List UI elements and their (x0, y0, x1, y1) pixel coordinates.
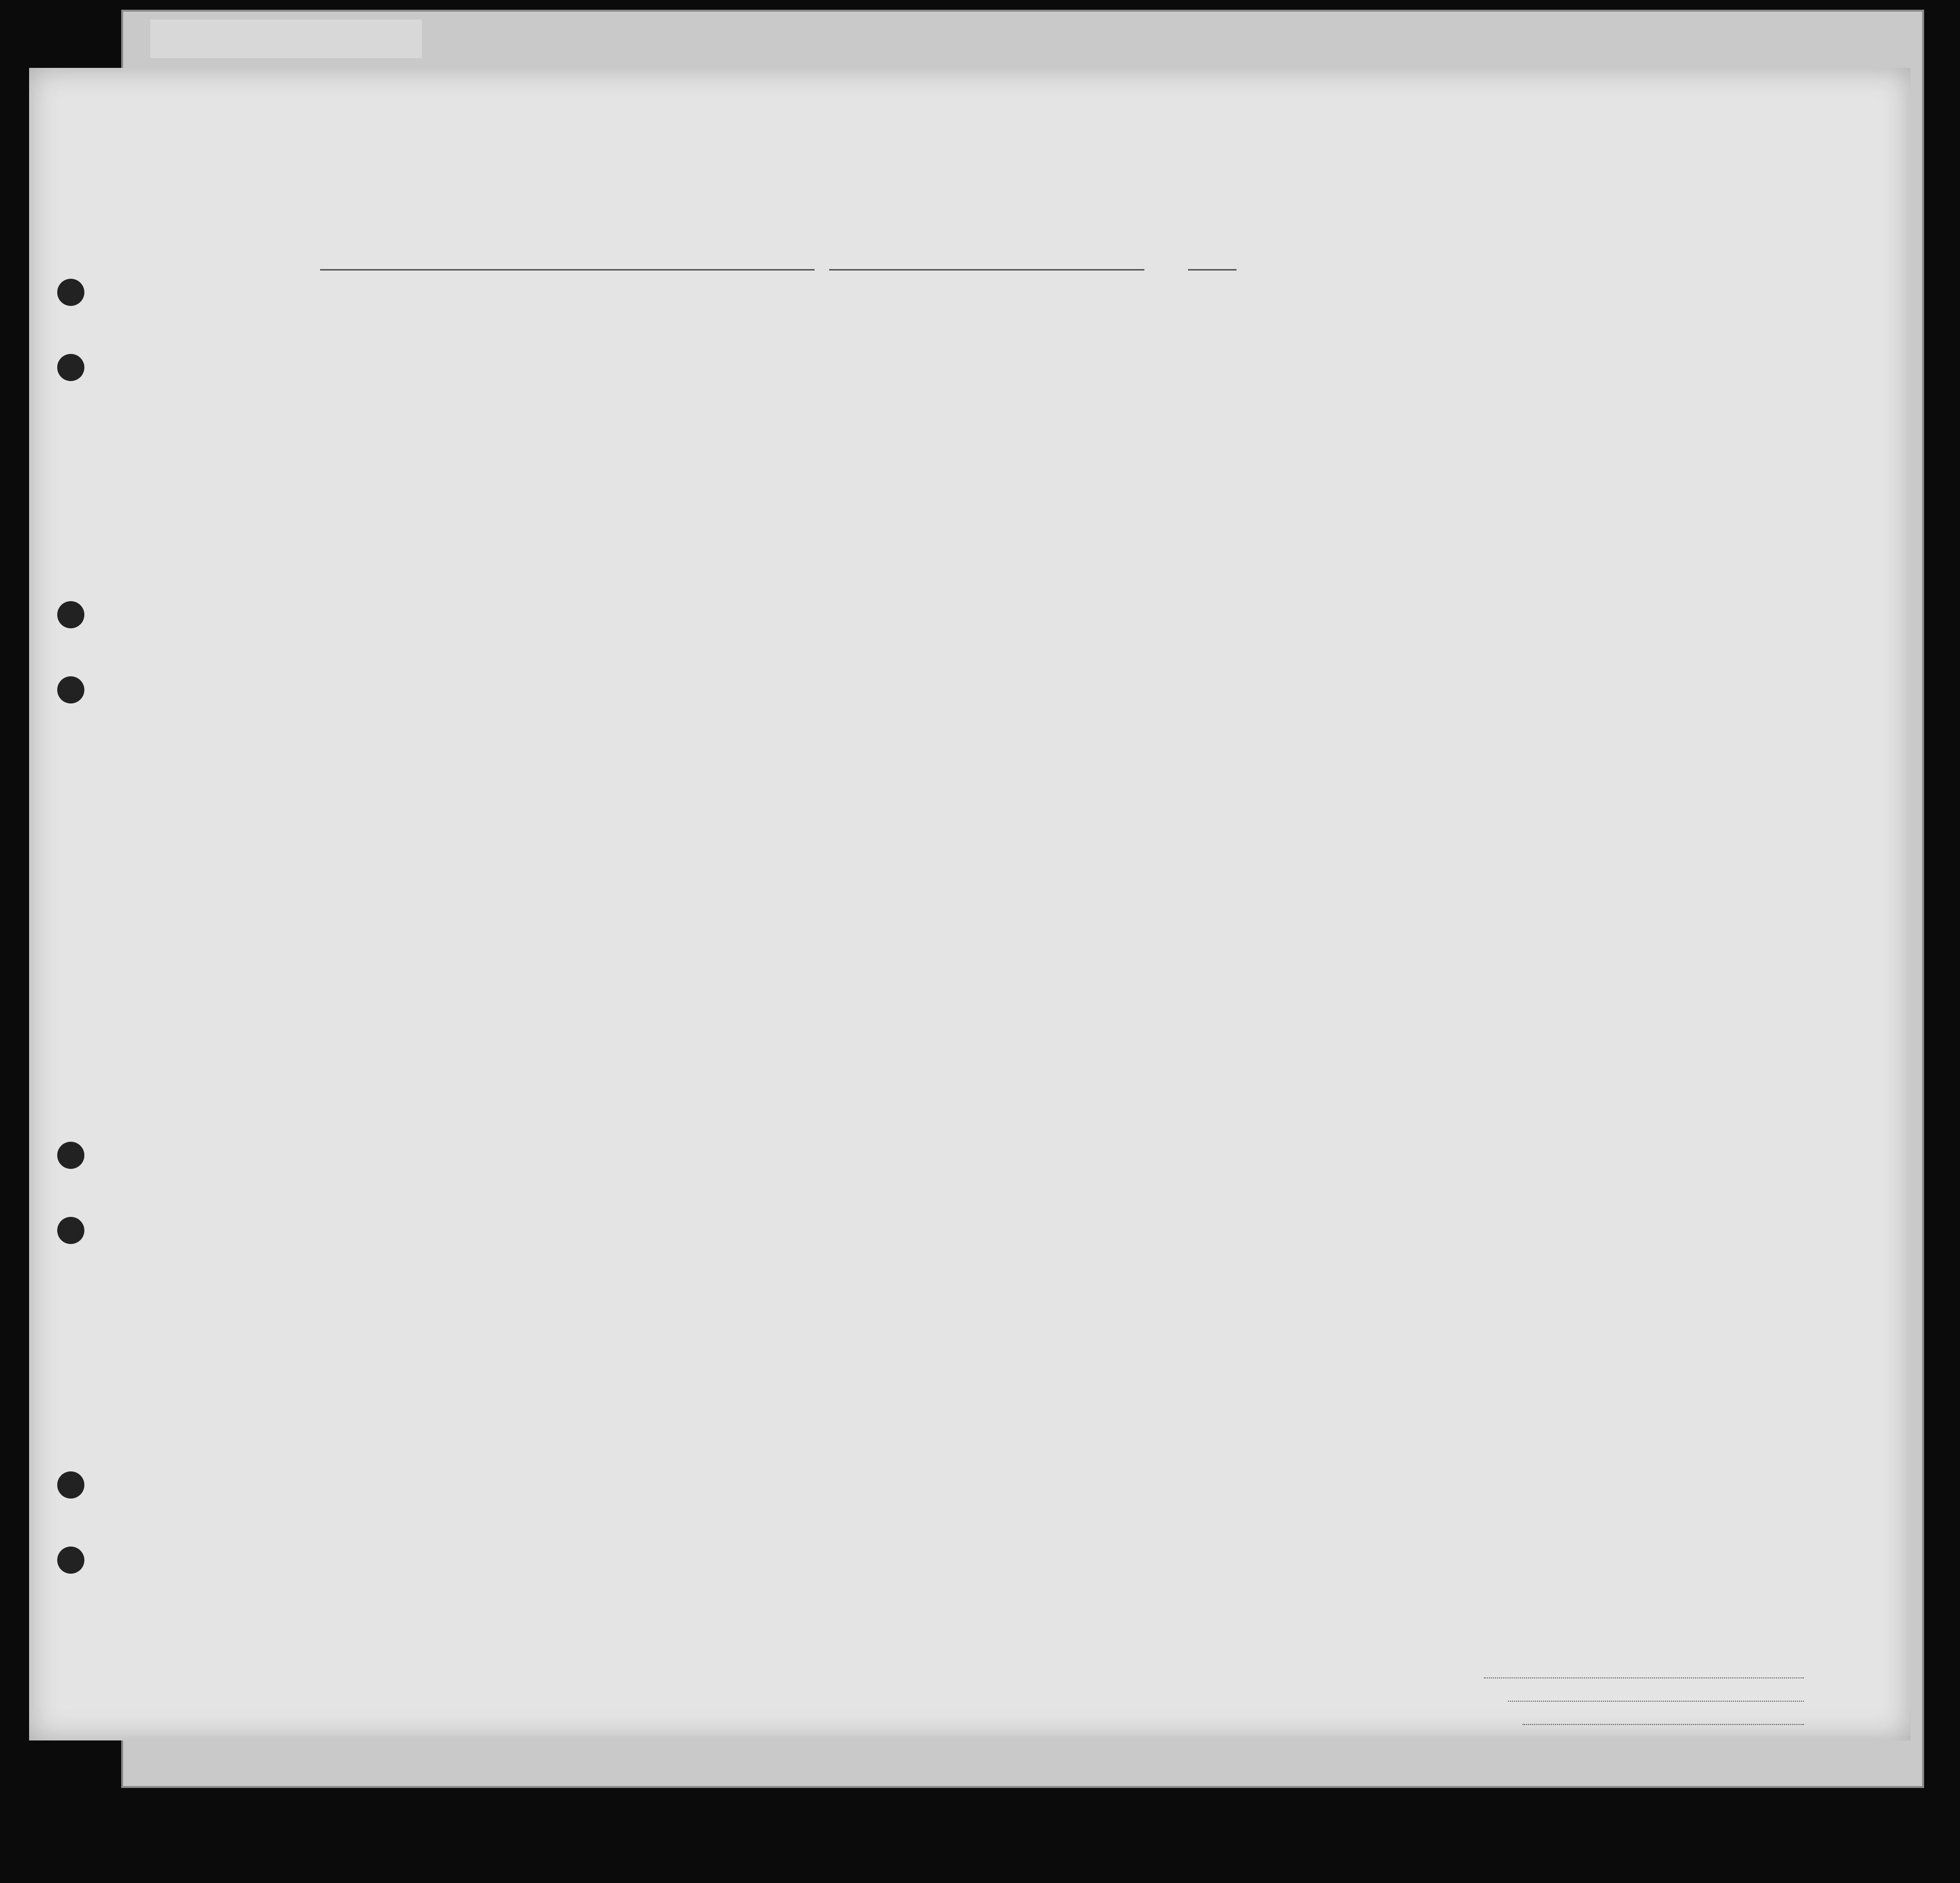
punch-hole (57, 1217, 84, 1244)
port-line (320, 269, 815, 271)
year-line (1188, 269, 1237, 271)
punch-hole (57, 676, 84, 703)
punch-hole (57, 1547, 84, 1574)
owners-fill (1508, 1701, 1804, 1702)
manifest-sheet (29, 68, 1911, 1740)
punch-hole (57, 601, 84, 628)
line-fill (1484, 1677, 1804, 1678)
punch-hole (57, 1471, 84, 1499)
agents-fill (1523, 1724, 1804, 1725)
punch-hole (57, 279, 84, 306)
punch-hole (57, 1142, 84, 1169)
list-box (1878, 106, 1887, 136)
form-tab (150, 19, 422, 58)
date-line (829, 269, 1144, 271)
punch-hole (57, 354, 84, 381)
